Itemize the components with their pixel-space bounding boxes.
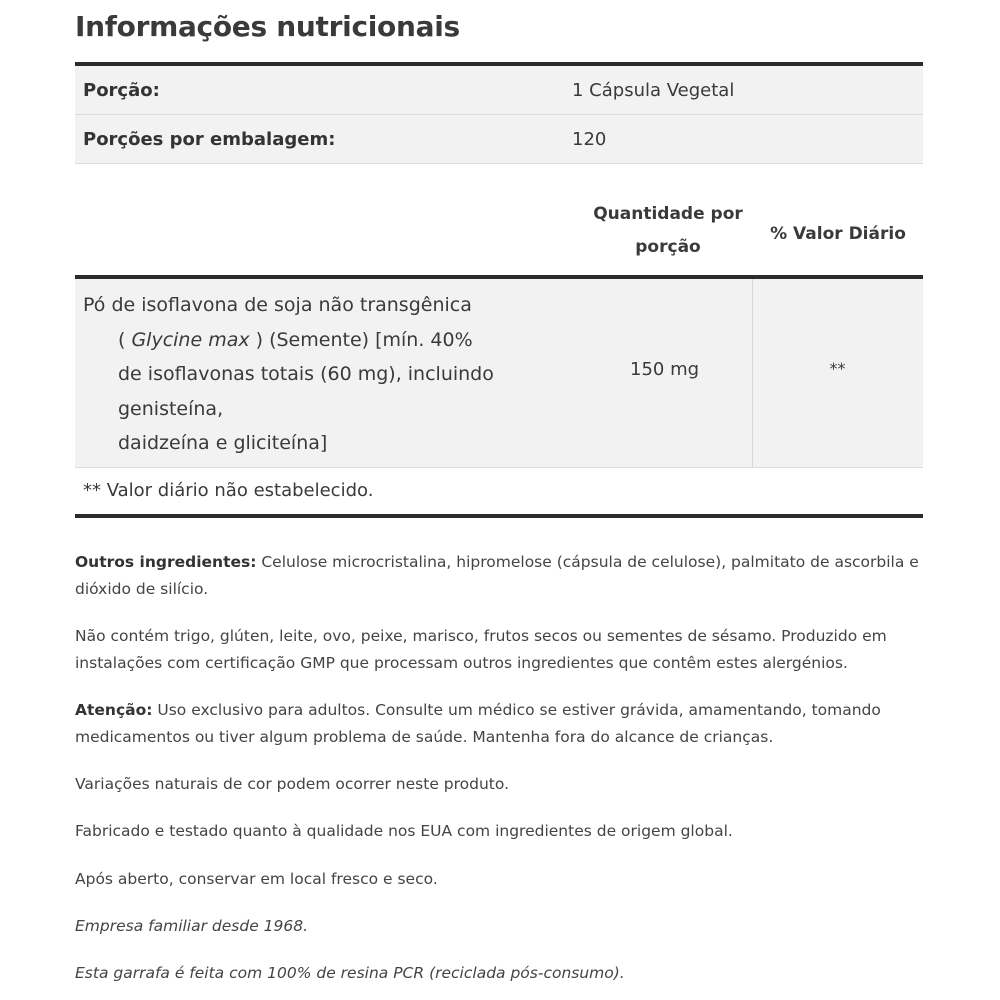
manufacturing-note: Fabricado e testado quanto à qualidade nos EUA com ingredientes de origem global. bbox=[75, 822, 733, 840]
nutrient-name-line: Pó de isoflavona de soja não transgênica bbox=[83, 294, 472, 316]
other-ingredients-label: Outros ingredientes: bbox=[75, 553, 257, 571]
page-title: Informações nutricionais bbox=[75, 10, 460, 43]
servings-per-container-label: Porções por embalagem: bbox=[83, 128, 336, 150]
daily-value-header: % Valor Diário bbox=[770, 224, 906, 244]
warning-label: Atenção: bbox=[75, 701, 153, 719]
nutrient-name-line: daidzeína e gliciteína] bbox=[118, 432, 328, 454]
family-company-note: Empresa familiar desde 1968. bbox=[75, 917, 309, 935]
nutrient-daily-value: ** bbox=[829, 359, 846, 378]
nutrient-name-line: genisteína, bbox=[118, 397, 224, 420]
nutrient-amount: 150 mg bbox=[630, 359, 700, 380]
serving-info-table bbox=[75, 66, 923, 164]
warning-text: Uso exclusivo para adultos. Consulte um médico se estiver grávida, amamentando, tomando medicamentos ou tiver algum problema de saúde. Mantenha fora do alcance de crianças. bbox=[75, 701, 881, 746]
amount-per-serving-header bbox=[583, 198, 753, 264]
amount-header-line1: Quantidade por bbox=[593, 204, 743, 224]
color-variation-note: Variações naturais de cor podem ocorrer neste produto. bbox=[75, 775, 510, 793]
other-ingredients bbox=[75, 549, 935, 603]
amount-header-line2: porção bbox=[635, 237, 701, 257]
servings-per-container-value: 120 bbox=[572, 128, 607, 150]
species-name: Glycine max bbox=[131, 328, 250, 351]
bottle-note: Esta garrafa é feita com 100% de resina PCR (reciclada pós-consumo). bbox=[75, 964, 625, 982]
nutrient-name bbox=[83, 288, 543, 461]
storage-note: Após aberto, conservar em local fresco e seco. bbox=[75, 870, 438, 888]
warning bbox=[75, 697, 935, 751]
servings-per-container-row bbox=[75, 115, 923, 164]
table-row bbox=[75, 279, 923, 468]
nutrient-name-line: de isoflavonas totais (60 mg), incluindo bbox=[118, 363, 494, 385]
other-ingredients-text: Celulose microcristalina, hipromelose (cápsula de celulose), palmitato de ascorbila e dióxido de silício. bbox=[75, 553, 919, 598]
table-footnote: ** Valor diário não estabelecido. bbox=[83, 480, 374, 501]
bottom-divider bbox=[75, 514, 923, 518]
paren-open: ( bbox=[118, 328, 132, 351]
serving-size-row bbox=[75, 66, 923, 115]
nutrient-name-rest: ) (Semente) [mín. 40% bbox=[249, 328, 473, 351]
nutrient-name-line bbox=[83, 323, 543, 358]
serving-size-label: Porção: bbox=[83, 79, 160, 101]
serving-size-value: 1 Cápsula Vegetal bbox=[572, 79, 735, 101]
allergen-statement: Não contém trigo, glúten, leite, ovo, peixe, marisco, frutos secos ou sementes de sésamo. Produzido em instalações com certificação GMP que processam outros ingredientes que contêm estes alergénios. bbox=[75, 627, 887, 672]
